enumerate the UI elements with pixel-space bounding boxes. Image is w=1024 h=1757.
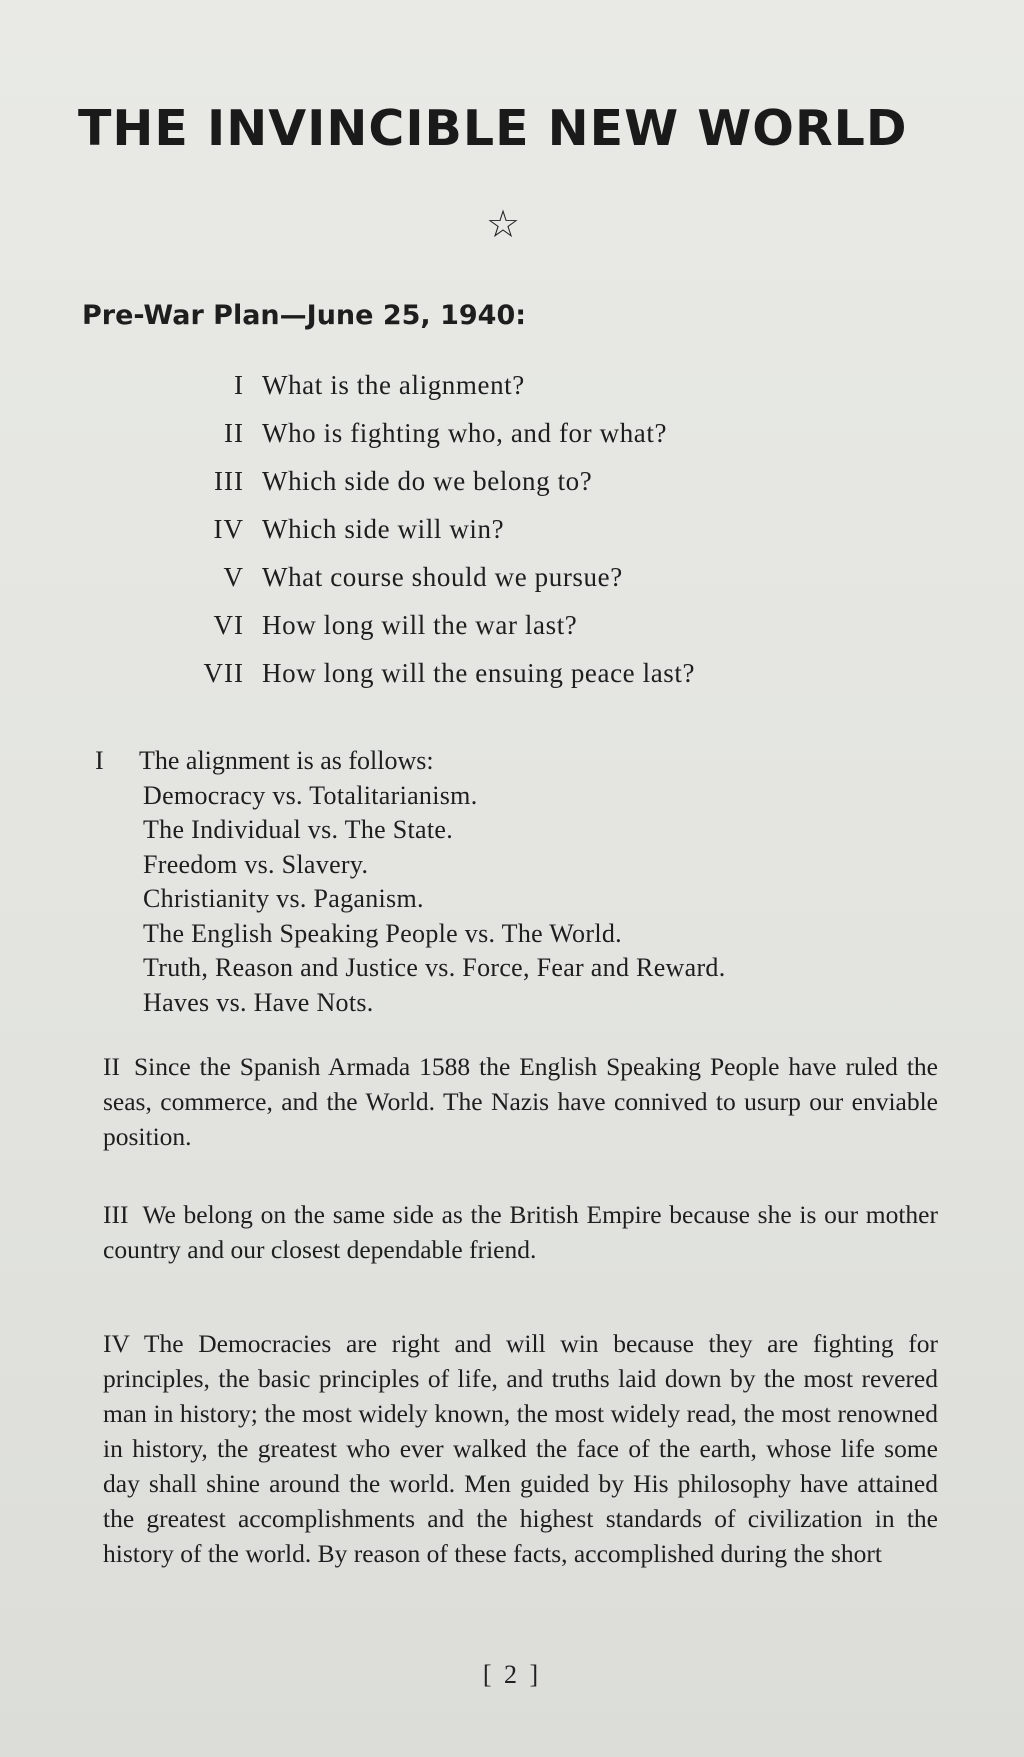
- answer-numeral: I: [95, 746, 104, 775]
- answer-text: We belong on the same side as the British Empire because she is our mother country and our closest dependable friend.: [103, 1200, 938, 1264]
- question-list: [180, 370, 695, 706]
- question-numeral: VII: [203, 658, 244, 688]
- question-item: [180, 370, 695, 418]
- answer-numeral: IV: [103, 1329, 130, 1358]
- alignment-item: Haves vs. Have Nots.: [143, 987, 374, 1017]
- alignment-list: [95, 779, 726, 1021]
- question-item: [180, 562, 695, 610]
- question-item: [180, 658, 695, 706]
- answer-text: Since the Spanish Armada 1588 the English Speaking People have ruled the seas, commerce, and the World. The Nazis have connived to usurp our enviable position.: [103, 1052, 938, 1151]
- alignment-item: The Individual vs. The State.: [143, 815, 454, 844]
- answer-lead-text: The alignment is as follows:: [139, 746, 434, 775]
- alignment-item: Democracy vs. Totalitarianism.: [143, 780, 478, 810]
- answer-lead: [95, 744, 726, 779]
- question-text: What is the alignment?: [262, 370, 525, 400]
- question-item: [180, 610, 695, 658]
- answer-numeral: II: [103, 1052, 120, 1081]
- question-text: Which side do we belong to?: [262, 466, 593, 496]
- alignment-item: Christianity vs. Paganism.: [143, 884, 424, 913]
- document-title: THE INVINCIBLE NEW WORLD: [78, 100, 908, 157]
- question-text: How long will the ensuing peace last?: [262, 658, 696, 688]
- answer-text: The Democracies are right and will win because they are fighting for principles, the basic principles of life, and truths laid down by the most revered man in history; the most widely known, the most widely read, the most renowned in history, the greatest who ever walked the face of the earth, whose life some day shall shine around the world. Men guided by His philosophy have attained the greatest accomplishments and the highest standards of civilization in the history of the world. By reason of these facts, accomplished during the short: [103, 1329, 938, 1568]
- answer-alignment: [95, 744, 726, 1020]
- question-numeral: I: [234, 370, 244, 400]
- question-numeral: IV: [213, 514, 244, 544]
- alignment-item: The English Speaking People vs. The World.: [143, 918, 622, 948]
- question-text: How long will the war last?: [262, 610, 578, 640]
- question-text: Who is fighting who, and for what?: [262, 418, 668, 448]
- question-numeral: V: [223, 562, 244, 592]
- alignment-item: Truth, Reason and Justice vs. Force, Fear and Reward.: [143, 953, 726, 982]
- answer-paragraph-two: [103, 1049, 938, 1154]
- alignment-item: Freedom vs. Slavery.: [143, 849, 369, 879]
- question-item: [180, 466, 695, 514]
- section-heading: Pre-War Plan—June 25, 1940:: [82, 300, 527, 331]
- answer-paragraph-four: [103, 1326, 938, 1571]
- question-text: What course should we pursue?: [262, 562, 623, 592]
- question-item: [180, 514, 695, 562]
- question-numeral: VI: [213, 610, 244, 640]
- answer-paragraph-three: [103, 1197, 938, 1267]
- question-text: Which side will win?: [262, 514, 505, 544]
- question-item: [180, 418, 695, 466]
- question-numeral: II: [224, 418, 244, 448]
- star-icon: ☆: [486, 202, 521, 246]
- answer-numeral: III: [103, 1200, 129, 1229]
- question-numeral: III: [214, 466, 244, 496]
- page-number: [ 2 ]: [482, 1660, 542, 1689]
